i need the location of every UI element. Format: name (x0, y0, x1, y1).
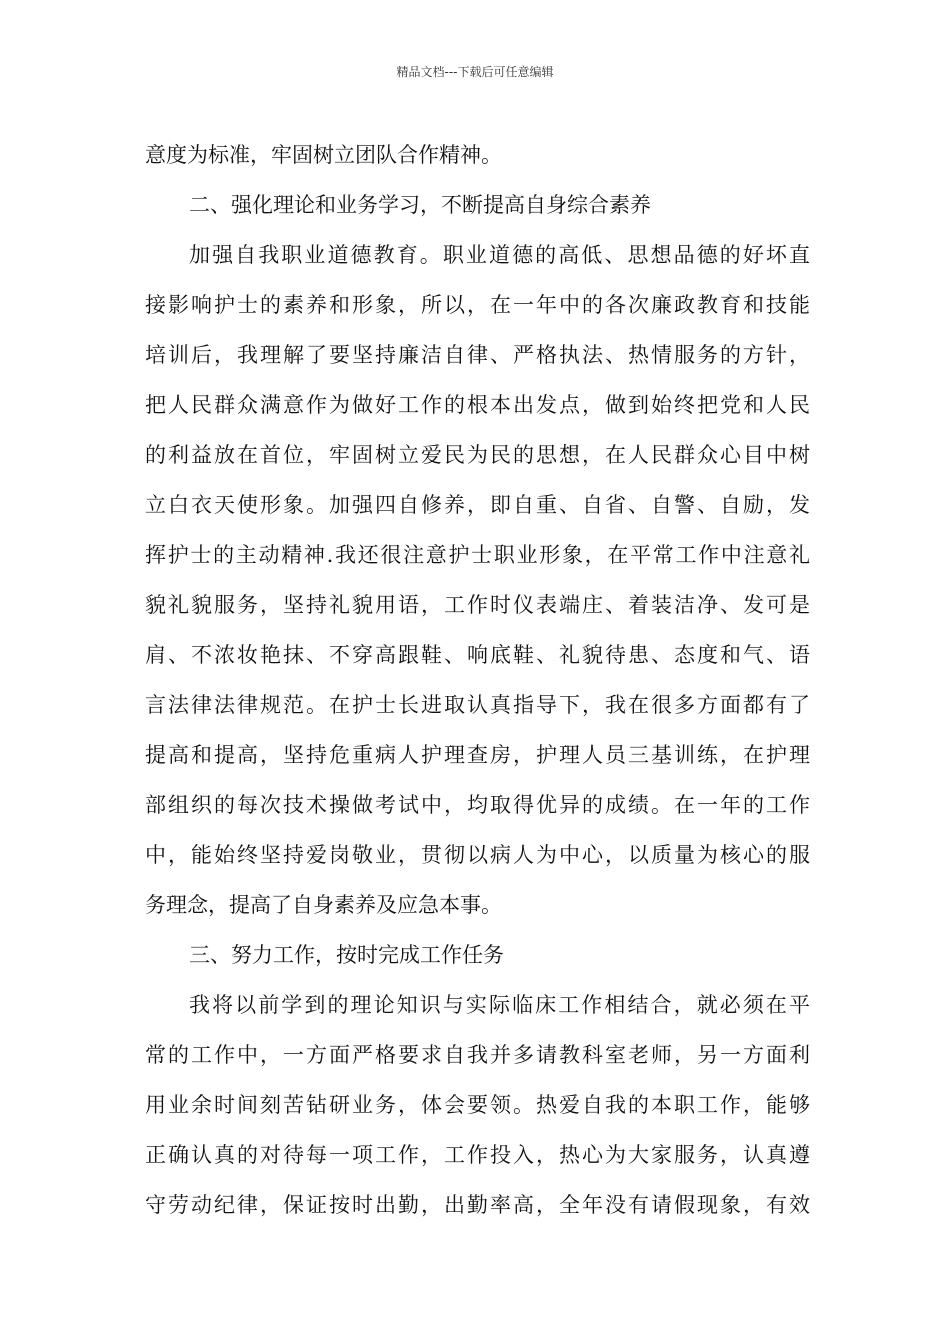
text-line: 中，能始终坚持爱岗敬业，贯彻以病人为中心，以质量为核心的服 (145, 843, 810, 867)
text-line: 务理念，提高了自身素养及应急本事。 (145, 893, 502, 917)
text-line: 挥护士的主动精神.我还很注意护士职业形象，在平常工作中注意礼 (145, 543, 810, 567)
text-line: 常的工作中，一方面严格要求自我并多请教科室老师，另一方面利 (145, 1043, 810, 1067)
text-line: 正确认真的对待每一项工作，工作投入，热心为大家服务，认真遵 (145, 1143, 810, 1167)
text-line: 立白衣天使形象。加强四自修养，即自重、自省、自警、自励，发 (145, 493, 810, 517)
text-line: 提高和提高，坚持危重病人护理查房，护理人员三基训练，在护理 (145, 743, 810, 767)
text-line: 言法律法律规范。在护士长进取认真指导下，我在很多方面都有了 (145, 693, 810, 717)
text-line: 的利益放在首位，牢固树立爱民为民的思想，在人民群众心目中树 (145, 443, 810, 467)
text-line: 部组织的每次技术操做考试中，均取得优异的成绩。在一年的工作 (145, 793, 810, 817)
text-line: 意度为标准，牢固树立团队合作精神。 (145, 143, 502, 167)
page-header: 精品文档---下载后可任意编辑 (396, 65, 554, 79)
text-line: 用业余时间刻苦钻研业务，体会要领。热爱自我的本职工作，能够 (145, 1093, 810, 1117)
text-line: 守劳动纪律，保证按时出勤，出勤率高，全年没有请假现象，有效 (145, 1193, 810, 1217)
document-body (145, 130, 810, 1230)
text-line: 三、努力工作，按时完成工作任务 (189, 943, 504, 967)
text-line: 培训后，我理解了要坚持廉洁自律、严格执法、热情服务的方针， (145, 343, 810, 367)
text-line: 肩、不浓妆艳抹、不穿高跟鞋、响底鞋、礼貌待患、态度和气、语 (145, 643, 810, 667)
text-line: 加强自我职业道德教育。职业道德的高低、思想品德的好坏直 (189, 243, 810, 267)
text-line: 貌礼貌服务，坚持礼貌用语，工作时仪表端庄、着装洁净、发可是 (145, 593, 810, 617)
text-line: 接影响护士的素养和形象，所以，在一年中的各次廉政教育和技能 (145, 293, 810, 317)
text-line: 二、强化理论和业务学习，不断提高自身综合素养 (189, 193, 651, 217)
text-line: 把人民群众满意作为做好工作的根本出发点，做到始终把党和人民 (145, 393, 810, 417)
text-line: 我将以前学到的理论知识与实际临床工作相结合，就必须在平 (189, 993, 810, 1017)
